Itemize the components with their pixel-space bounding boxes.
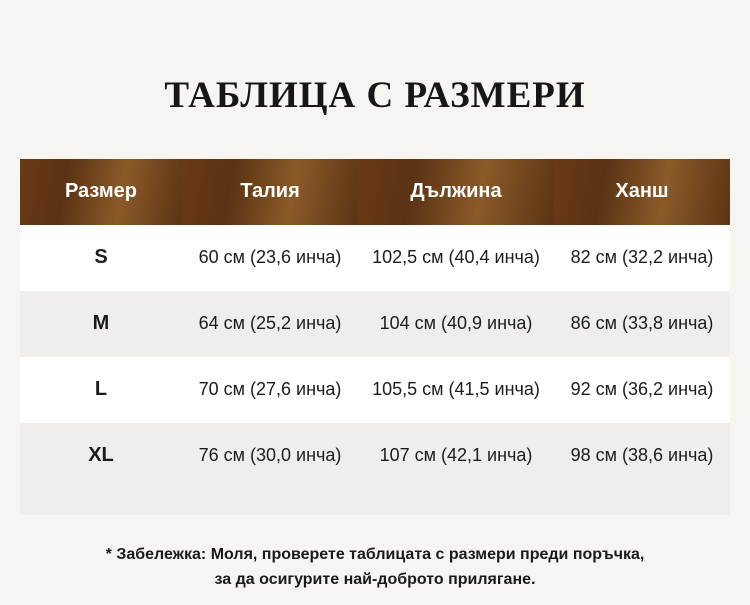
table-body — [20, 225, 730, 489]
note-line-2: за да осигурите най-доброто прилягане. — [214, 570, 536, 588]
table-footer-strip — [20, 489, 730, 515]
size-table — [20, 159, 730, 489]
table-header-row — [20, 159, 730, 225]
cell-waist: 64 см (25,2 инча) — [198, 313, 342, 333]
cell-length: 102,5 см (40,4 инча) — [372, 247, 540, 267]
table-row — [20, 225, 730, 291]
cell-size: XL — [88, 444, 114, 466]
cell-size: L — [94, 378, 108, 400]
column-header-waist: Талия — [182, 159, 358, 225]
cell-hip: 92 см (36,2 инча) — [570, 379, 714, 399]
cell-hip: 82 см (32,2 инча) — [570, 247, 714, 267]
cell-length: 104 см (40,9 инча) — [379, 313, 533, 333]
table-row — [20, 291, 730, 357]
column-header-hip: Ханш — [554, 159, 730, 225]
column-header-size: Размер — [20, 159, 182, 225]
cell-waist: 60 см (23,6 инча) — [198, 247, 342, 267]
cell-hip: 86 см (33,8 инча) — [570, 313, 714, 333]
size-table-container — [20, 159, 730, 515]
cell-waist: 76 см (30,0 инча) — [198, 445, 342, 465]
note-line-1: * Забележка: Моля, проверете таблицата с размери преди поръчка, — [105, 546, 645, 563]
cell-waist: 70 см (27,6 инча) — [198, 379, 342, 399]
cell-length: 105,5 см (41,5 инча) — [372, 379, 540, 399]
cell-hip: 98 см (38,6 инча) — [570, 445, 714, 465]
table-row — [20, 423, 730, 489]
table-row — [20, 357, 730, 423]
column-header-length: Дължина — [358, 159, 554, 225]
cell-size: M — [92, 312, 110, 334]
table-header — [20, 159, 730, 225]
cell-size: S — [94, 246, 108, 268]
cell-length: 107 см (42,1 инча) — [379, 445, 533, 465]
page-title: ТАБЛИЦА С РАЗМЕРИ — [164, 75, 586, 116]
note-text — [45, 543, 705, 593]
